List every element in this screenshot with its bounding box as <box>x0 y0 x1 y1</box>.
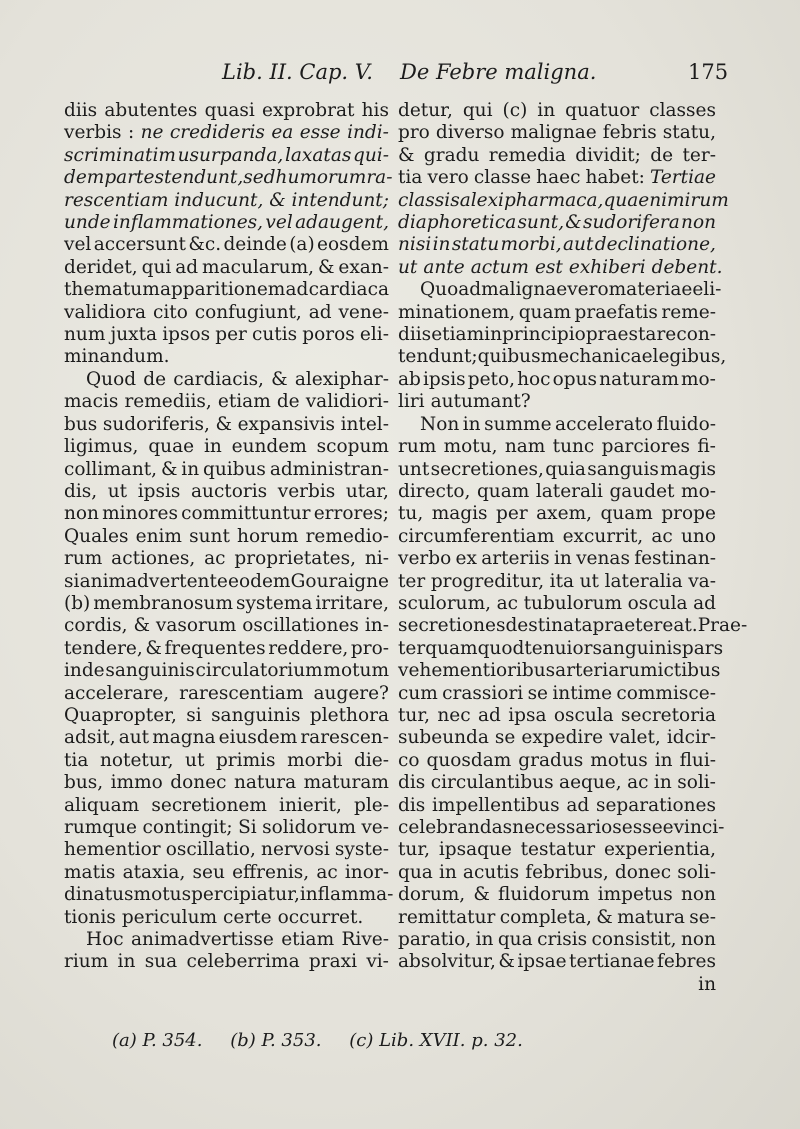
text-line: Quales enim sunt horum remedio- <box>64 525 389 547</box>
text-line: thematum apparitionem ad cardiaca <box>64 279 389 301</box>
text-line: validiora cito confugiunt, ad vene- <box>64 301 389 323</box>
text-line: Hoc animadvertisse etiam Rive- <box>86 929 389 951</box>
text-line: tu, magis per axem, quam prope <box>398 503 716 525</box>
text-line: bus sudoriferis, & expansivis intel- <box>64 413 389 435</box>
text-line: subeunda se expedire valet, idcir- <box>398 727 716 749</box>
text-line: inde sanguinis circulatorium motum <box>64 660 389 682</box>
text-line: dis impellentibus ad separationes <box>398 794 716 816</box>
text-line: ter quam quod tenuior sanguinis pars <box>398 637 724 659</box>
text-line: scriminatim usurpanda, laxatas qui- <box>64 144 389 166</box>
text-line: minandum. <box>64 346 170 368</box>
text-line: dis circulantibus aeque, ac in soli- <box>398 772 716 794</box>
text-line: accelerare, rarescentiam augere? <box>64 682 389 704</box>
text-line: verbis : ne credideris ea esse indi- <box>64 122 389 144</box>
text-line: ter progreditur, ita ut lateralia va- <box>398 570 716 592</box>
text-line: dorum, & fluidorum impetus non <box>398 884 716 906</box>
right-text-column <box>398 100 748 996</box>
text-line: tionis periculum certe occurret. <box>64 906 364 928</box>
text-line: adsit, aut magna eiusdem rarescen- <box>64 727 389 749</box>
text-line: celebrandas necessarios esse evinci- <box>398 817 725 838</box>
text-line: tur, ipsaque testatur experientia, <box>398 839 716 861</box>
text-line: Quod de cardiacis, & alexiphar- <box>86 368 389 390</box>
text-line: tia notetur, ut primis morbi die- <box>64 749 389 771</box>
text-line: & gradu remedia dividit; de ter- <box>398 144 716 166</box>
text-line: tendere, & frequentes reddere, pro- <box>64 637 389 659</box>
text-line: cordis, & vasorum oscillationes in- <box>64 615 389 637</box>
text-line: tendunt; quibus mechanicae legibus, <box>398 346 727 368</box>
text-line: directo, quam laterali gaudet mo- <box>398 480 716 502</box>
text-line: si animadvertente eodem Gouraigne <box>64 570 389 592</box>
text-line: dinatus motus percipiatur, inflamma- <box>64 884 394 906</box>
text-line: co quosdam gradus motus in flui- <box>398 749 716 771</box>
text-line: diis etiam in principio praestare con- <box>398 324 716 346</box>
text-line: Quoad malignae vero materiae eli- <box>420 279 722 301</box>
text-line: Quapropter, si sanguinis plethora <box>64 704 389 726</box>
text-line: rescentiam inducunt, & intendunt; <box>64 189 389 211</box>
text-line: non minores committuntur errores; <box>64 503 389 525</box>
text-line: dem partes tendunt, sed humorum ra- <box>64 167 393 189</box>
text-line: rumque contingit; Si solidorum ve- <box>64 817 389 838</box>
text-line: vehementioribus arteriarum ictibus <box>398 660 721 682</box>
header-book-chapter: Lib. II. Cap. V. <box>222 60 373 84</box>
text-line: detur, qui (c) in quatuor classes <box>398 100 716 121</box>
text-line: hementior oscillatio, nervosi syste- <box>64 839 389 861</box>
text-line: remittatur completa, & matura se- <box>398 906 716 928</box>
text-line: classis alexipharmaca, quae nimirum <box>398 189 729 211</box>
footnote-b: (b) P. 353. <box>230 1030 322 1051</box>
text-line: aliquam secretionem inierit, ple- <box>64 794 389 816</box>
text-line: deridet, qui ad macularum, & exan- <box>64 256 389 278</box>
text-line: paratio, in qua crisis consistit, non <box>398 929 716 951</box>
left-text-column <box>64 100 394 974</box>
text-line: in <box>698 973 716 995</box>
text-line: liri autumant? <box>398 391 531 413</box>
text-line: ut ante actum est exhiberi debent. <box>398 256 723 278</box>
text-line: (b) membranosum systema irritare, <box>64 592 389 614</box>
text-line: nisi in statu morbi, aut declinatione, <box>398 234 716 256</box>
text-line: ab ipsis peto, hoc opus naturam mo- <box>398 368 716 390</box>
text-line: circumferentiam excurrit, ac uno <box>398 525 716 547</box>
text-line: ligimus, quae in eundem scopum <box>64 436 389 458</box>
text-line: cum crassiori se intime commisce- <box>398 682 716 704</box>
footnotes <box>112 1030 545 1051</box>
text-line: dis, ut ipsis auctoris verbis utar, <box>64 480 389 502</box>
text-line: diaphoretica sunt, & sudorifera non <box>398 212 716 234</box>
text-line: matis ataxia, seu effrenis, ac inor- <box>64 861 389 883</box>
text-line: rum motu, nam tunc parciores fi- <box>398 436 716 458</box>
text-line: macis remediis, etiam de validiori- <box>64 391 389 413</box>
text-line: Non in summe accelerato fluido- <box>420 413 716 435</box>
text-line: minationem, quam praefatis reme- <box>398 301 716 323</box>
text-line: rium in sua celeberrima praxi vi- <box>64 951 389 973</box>
footnote-c: (c) Lib. XVII. p. 32. <box>349 1030 523 1051</box>
text-line: num juxta ipsos per cutis poros eli- <box>64 324 389 346</box>
text-line: collimant, & in quibus administran- <box>64 458 389 480</box>
text-line: rum actiones, ac proprietates, ni- <box>64 548 389 570</box>
text-line: unt secretiones, quia sanguis magis <box>398 458 716 480</box>
footnote-a: (a) P. 354. <box>112 1030 203 1051</box>
text-line: tur, nec ad ipsa oscula secretoria <box>398 704 716 726</box>
text-line: qua in acutis febribus, donec soli- <box>398 861 716 883</box>
running-header <box>0 60 800 90</box>
text-line: absolvitur, & ipsae tertianae febres <box>398 951 716 973</box>
text-line: bus, immo donec natura maturam <box>64 772 389 794</box>
page-number: 175 <box>688 60 729 84</box>
text-line: secretiones destinata praetereat. Prae- <box>398 615 748 637</box>
text-line: tia vero classe haec habet: Tertiae <box>398 167 716 189</box>
text-line: pro diverso malignae febris statu, <box>398 122 716 144</box>
text-line: sculorum, ac tubulorum oscula ad <box>398 592 716 614</box>
text-line: diis abutentes quasi exprobrat his <box>64 100 389 121</box>
text-line: unde inflammationes, vel adaugent, <box>64 212 389 234</box>
text-line: vel accersunt &c. deinde (a) eosdem <box>64 234 389 256</box>
header-section-title: De Febre maligna. <box>400 60 597 84</box>
text-line: verbo ex arteriis in venas festinan- <box>398 548 716 570</box>
